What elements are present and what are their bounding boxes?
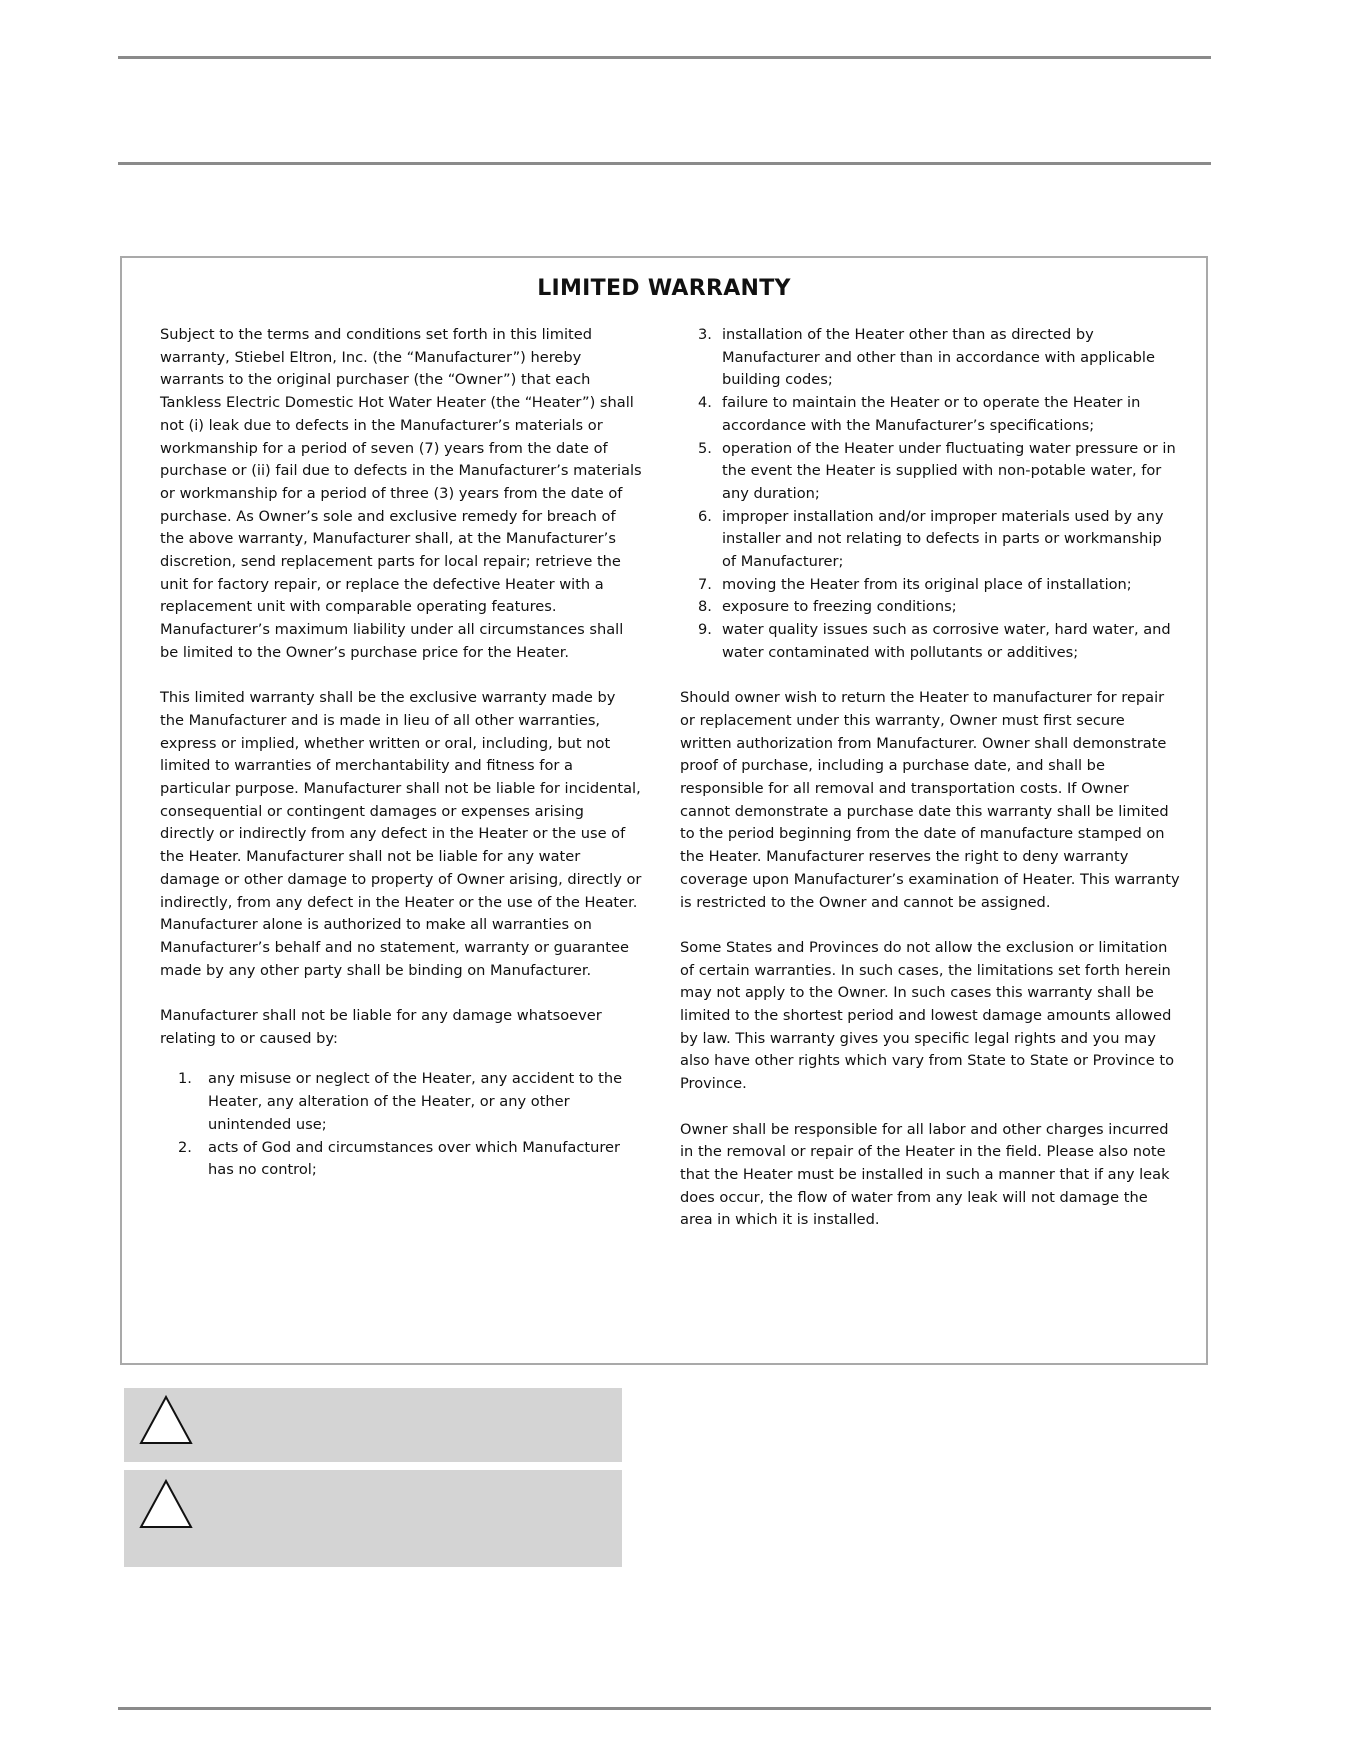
list-number: 8. (698, 598, 712, 616)
list-number: 4. (698, 394, 712, 412)
warranty-left-column (160, 324, 642, 1182)
list-number: 7. (698, 575, 712, 593)
list-number: 3. (698, 326, 712, 343)
list-text: improper installation and/or improper materials used by any installer and not relating to defects in parts or workmanship of Manufacturer; (722, 507, 1164, 571)
list-text: water quality issues such as corrosive water, hard water, and water contaminated with pollutants or additives; (722, 621, 1171, 661)
header-rule-bottom (118, 162, 1211, 165)
list-number: 2. (178, 1138, 192, 1156)
list-text: installation of the Heater other than as directed by Manufacturer and other than in accordance with applicable building codes; (722, 326, 1155, 389)
list-item (680, 619, 1180, 664)
warranty-paragraph: Subject to the terms and conditions set forth in this limited warranty, Stiebel Eltron, Inc. (the “Manufacturer”) hereby warrants to the original purchaser (the “Owner”) that each Tankless Electric Domestic Hot Water Heater (the “Heater”) shall not (i) leak due to defects in the Manufacturer’s materials or workmanship for a period of seven (7) years from the date of purchase or (ii) fail due to defects in the Manufacturer’s materials or workmanship for a period of three (3) years from the date of purchase. As Owner’s sole and exclusive remedy for breach of the above warranty, Manufacturer shall, at the Manufacturer’s discretion, send replacement parts for local repair; retrieve the unit for factory repair, or replace the defective Heater with a replacement unit with comparable operating features. Manufacturer’s maximum liability under all circumstances shall be limited to the Owner’s purchase price for the Heater. (160, 326, 642, 661)
list-number: 1. (178, 1070, 192, 1088)
limited-warranty-box (120, 256, 1208, 1365)
warning-notice (124, 1470, 622, 1567)
list-item (680, 324, 1180, 392)
exclusions-list-part-2 (680, 324, 1180, 665)
list-text: acts of God and circumstances over which Manufacturer has no control; (208, 1138, 620, 1179)
list-number: 9. (698, 621, 712, 639)
warning-triangle-icon (138, 1478, 194, 1530)
list-text: any misuse or neglect of the Heater, any accident to the Heater, any alteration of the Heater, or any other unintended use; (208, 1070, 623, 1133)
list-number: 6. (698, 507, 712, 525)
list-number: 5. (698, 439, 712, 457)
exclusions-list-part-1 (160, 1068, 642, 1182)
warranty-right-column (680, 324, 1180, 1255)
list-text: moving the Heater from its original place of installation; (722, 575, 1132, 593)
warranty-paragraph: Manufacturer shall not be liable for any damage whatsoever relating to or caused by: (160, 1007, 602, 1047)
list-text: exposure to freezing conditions; (722, 598, 957, 616)
warning-notice (124, 1388, 622, 1462)
warranty-paragraph: This limited warranty shall be the exclusive warranty made by the Manufacturer and is made in lieu of all other warranties, express or implied, whether written or oral, including, but not limited to warranties of merchantability and fitness for a particular purpose. Manufacturer shall not be liable for incidental, consequential or contingent damages or expenses arising directly or indirectly from any defect in the Heater or the use of the Heater. Manufacturer shall not be liable for any water damage or other damage to property of Owner arising, directly or indirectly, from any defect in the Heater or the use of the Heater. Manufacturer alone is authorized to make all warranties on Manufacturer’s behalf and no statement, warranty or guarantee made by any other party shall be binding on Manufacturer. (160, 689, 642, 979)
list-item (680, 574, 1180, 597)
warranty-paragraph: Some States and Provinces do not allow the exclusion or limitation of certain warranties. In such cases, the limitations set forth herein may not apply to the Owner. In such cases this warranty shall be limited to the shortest period and lowest damage amounts allowed by law. This warranty gives you specific legal rights and you may also have other rights which vary from State to State or Province to Province. (680, 938, 1175, 1093)
header-rule-top (118, 56, 1211, 59)
list-text: failure to maintain the Heater or to operate the Heater in accordance with the Manufacturer’s specifications; (722, 394, 1141, 434)
list-item (160, 1137, 642, 1182)
list-item (680, 392, 1180, 437)
list-item (680, 506, 1180, 574)
list-item (160, 1068, 642, 1136)
list-item (680, 438, 1180, 506)
footer-rule (118, 1707, 1211, 1710)
list-text: operation of the Heater under fluctuating water pressure or in the event the Heater is supplied with non-potable water, for any duration; (722, 439, 1176, 502)
warning-triangle-icon (138, 1394, 194, 1446)
warranty-paragraph: Owner shall be responsible for all labor and other charges incurred in the removal or repair of the Heater in the field. Please also note that the Heater must be installed in such a manner that if any leak does occur, the flow of water from any leak will not damage the area in which it is installed. (680, 1120, 1170, 1229)
list-item (680, 596, 1180, 619)
warranty-paragraph: Should owner wish to return the Heater to manufacturer for repair or replacement under this warranty, Owner must first secure written authorization from Manufacturer. Owner shall demonstrate proof of purchase, including a purchase date, and shall be responsible for all removal and transportation costs. If Owner cannot demonstrate a purchase date this warranty shall be limited to the period beginning from the date of manufacture stamped on the Heater. Manufacturer reserves the right to deny warranty coverage upon Manufacturer’s examination of Heater. This warranty is restricted to the Owner and cannot be assigned. (680, 689, 1180, 911)
warranty-title: LIMITED WARRANTY (537, 276, 791, 301)
